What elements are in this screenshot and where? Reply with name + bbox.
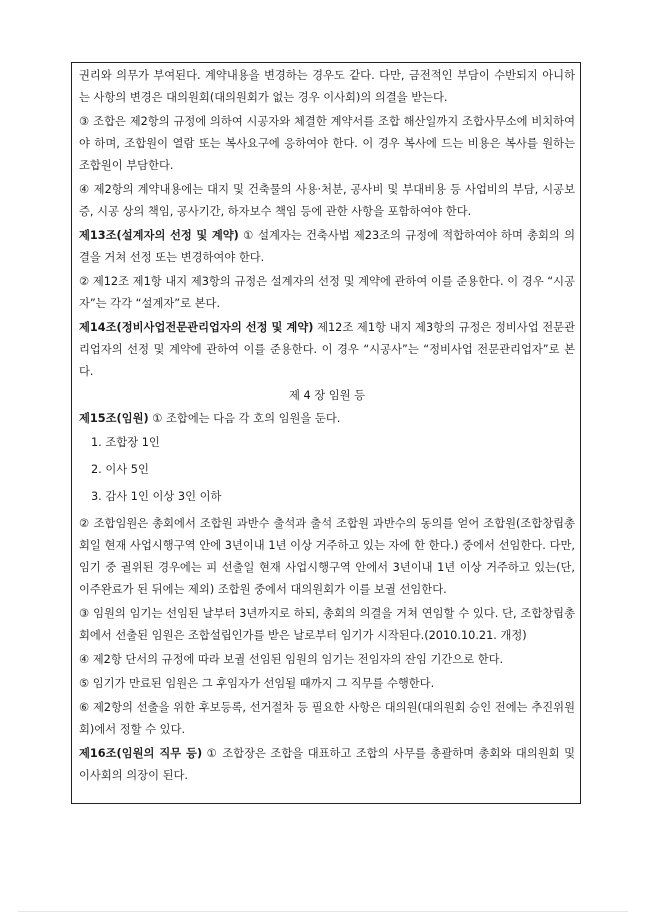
article-15-para-6: ⑥ 제2항의 선출을 위한 후보등록, 선거절차 등 필요한 사항은 대의원(대의원회 승인 전에는 추진위원회)에서 정할 수 있다. (79, 701, 575, 736)
list-item: 2. 이사 5인 (91, 463, 149, 476)
article-14 (79, 317, 575, 383)
paragraph-contract-contents: ④ 제2항의 계약내용에는 대지 및 건축물의 사용·처분, 공사비 및 부대비용 등 사업비의 부담, 시공보증, 시공 상의 책임, 공사기간, 하자보수 책임 등에 관한 사항을 포함하여야 한다. (79, 183, 575, 218)
article-15-para-2: ② 조합임원은 총회에서 조합원 과반수 출석과 출석 조합원 과반수의 동의를 얻어 조합원(조합창립총회일 현재 사업시행구역 안에 3년이내 1년 이상 거주하고 있는 자에 한 한다.) 중에서 선임한다. 다만, 임기 중 궐위된 경우에는 피 선출일 현재 사업시행구역 안에서 3년이내 1년 이상 거주하고 있는(단, 이주완료가 된 뒤에는 제외) 조합원 중에서 대의원회가 이를 보궐 선임한다. (79, 517, 575, 596)
article-15-para-4: ④ 제2항 단서의 규정에 따라 보궐 선임된 임원의 임기는 전임자의 잔임 기간으로 한다. (79, 653, 504, 666)
paragraph-contract-copy: ③ 조합은 제2항의 규정에 의하여 시공자와 체결한 계약서를 조합 해산일까지 조합사무소에 비치하여야 하며, 조합원이 열람 또는 복사요구에 응하여야 한다. 이 경우 복사에 드는 비용은 복사를 원하는 조합원이 부담한다. (79, 115, 575, 172)
article-16 (79, 743, 575, 787)
article-15-para-5: ⑤ 임기가 만료된 임원은 그 후임자가 선임될 때까지 그 직무를 수행한다. (79, 677, 435, 690)
article-15-para-3: ③ 임원의 임기는 선임된 날부터 3년까지로 하되, 총회의 의결을 거쳐 연임할 수 있다. 단, 조합창립총회에서 선출된 임원은 조합설립인가를 받은 날로부터 임기가 시작된다.(2010.10.21. 개정) (79, 607, 575, 642)
page-bottom-rule (18, 911, 628, 912)
article-13-heading: 제13조(설계자의 선정 및 계약) (79, 229, 239, 242)
article-16-heading: 제16조(임원의 직무 등) (79, 747, 203, 760)
document-page (71, 62, 581, 804)
paragraph-rights: 권리와 의무가 부여된다. 계약내용을 변경하는 경우도 같다. 다만, 금전적인 부담이 수반되지 아니하는 사항의 변경은 대의원회(대의원회가 없는 경우 이사회)의 의결을 받는다. (79, 69, 575, 104)
article-15-text: ① 조합에는 다음 각 호의 임원을 둔다. (148, 412, 341, 425)
list-item: 1. 조합장 1인 (91, 436, 160, 449)
article-14-text: 제12조 제1항 내지 제3항의 규정은 정비사업 전문관리업자의 선정 및 계약에 관하여 이를 준용한다. 이 경우 “시공사”는 “정비사업 전문관리업자”로 본다. (79, 321, 576, 378)
article-13-para-2: ② 제12조 제1항 내지 제3항의 규정은 설계자의 선정 및 계약에 관하여 이를 준용한다. 이 경우 “시공자”는 각각 “설계자”로 본다. (79, 275, 575, 310)
chapter-title: 제 4 장 임원 등 (288, 389, 366, 402)
article-15-heading: 제15조(임원) (79, 412, 149, 425)
article-15 (79, 408, 575, 430)
article-14-heading: 제14조(정비사업전문관리업자의 선정 및 계약) (79, 321, 314, 334)
article-13-text: ① 설계자는 건축사법 제23조의 규정에 적합하여야 하며 총회의 의결을 거쳐 선정 또는 변경하여야 한다. (79, 229, 575, 264)
list-item: 3. 감사 1인 이상 3인 이하 (91, 490, 222, 503)
article-13 (79, 225, 575, 269)
article-16-text: ① 조합장은 조합을 대표하고 조합의 사무를 총괄하며 총회와 대의원회 및 이사회의 의장이 된다. (79, 747, 575, 782)
